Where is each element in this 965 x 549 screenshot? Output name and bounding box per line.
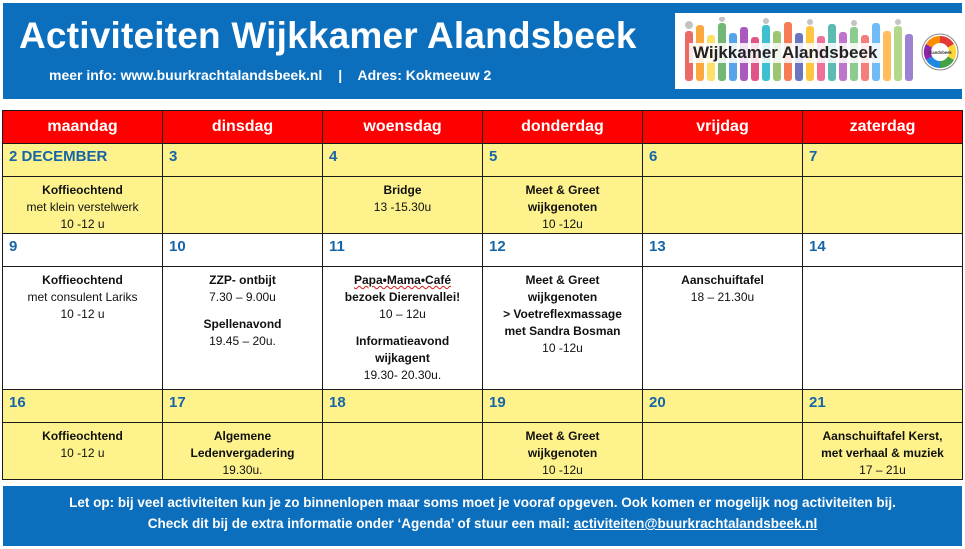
activity-cell bbox=[323, 177, 483, 234]
activity-cell bbox=[3, 177, 163, 234]
date-row bbox=[3, 234, 963, 267]
activity-cell bbox=[323, 267, 483, 390]
info-address: Adres: Kokmeeuw 2 bbox=[357, 67, 492, 83]
footer-line-2 bbox=[3, 513, 962, 534]
activity-cell bbox=[483, 423, 643, 480]
activity-cell bbox=[803, 423, 963, 480]
activity-time: 10 -12u bbox=[542, 217, 583, 231]
activity-title: Informatieavond bbox=[355, 334, 450, 348]
activity-cell bbox=[3, 267, 163, 390]
date-cell: 18 bbox=[323, 390, 483, 423]
footer-line-2-text: Check dit bij de extra informatie onder ‘Agenda’ of stuur een mail: bbox=[147, 516, 574, 531]
activity-row bbox=[3, 423, 963, 480]
activity-title: Meet & Greet bbox=[525, 429, 600, 443]
activity-cell-empty bbox=[803, 267, 963, 390]
activity-row bbox=[3, 177, 963, 234]
date-cell: 3 bbox=[163, 144, 323, 177]
activity-title: Papa•Mama•Café bbox=[353, 273, 452, 287]
alandsbeek-badge-icon bbox=[921, 33, 959, 71]
date-cell: 16 bbox=[3, 390, 163, 423]
activity-cell-empty bbox=[323, 423, 483, 480]
calendar-table bbox=[2, 110, 963, 480]
date-cell: 6 bbox=[643, 144, 803, 177]
activity-title: Meet & Greet bbox=[525, 273, 600, 287]
date-cell: 7 bbox=[803, 144, 963, 177]
date-cell: 5 bbox=[483, 144, 643, 177]
info-separator: | bbox=[338, 67, 343, 83]
activity-time: 10 -12u bbox=[542, 341, 583, 355]
activity-time: 17 – 21u bbox=[859, 463, 906, 477]
activity-row bbox=[3, 267, 963, 390]
page-title: Activiteiten Wijkkamer Alandsbeek bbox=[19, 15, 637, 56]
activity-title: Koffieochtend bbox=[42, 429, 123, 443]
activity-cell bbox=[163, 423, 323, 480]
day-header: dinsdag bbox=[163, 111, 323, 144]
activity-cell-empty bbox=[643, 423, 803, 480]
badge-text: Alandsbeek bbox=[928, 50, 952, 55]
activity-cell-empty bbox=[643, 177, 803, 234]
date-cell: 10 bbox=[163, 234, 323, 267]
date-cell: 14 bbox=[803, 234, 963, 267]
email-link[interactable]: activiteiten@buurkrachtalandsbeek.nl bbox=[573, 516, 818, 531]
activity-title: ZZP- ontbijt bbox=[209, 273, 276, 287]
date-cell: 19 bbox=[483, 390, 643, 423]
activity-detail: wijkagent bbox=[375, 351, 430, 365]
date-cell: 9 bbox=[3, 234, 163, 267]
day-header-row bbox=[3, 111, 963, 144]
logo-text: Wijkkamer Alandsbeek bbox=[689, 43, 881, 63]
activity-title: Meet & Greet bbox=[525, 183, 600, 197]
date-row bbox=[3, 390, 963, 423]
footer-line-1: Let op: bij veel activiteiten kun je zo binnenlopen maar soms moet je vooraf opgeven. Ook komen er mogelijk nog activiteiten bij. bbox=[69, 495, 896, 510]
date-cell: 2 DECEMBER bbox=[3, 144, 163, 177]
activity-time: 19.45 – 20u. bbox=[209, 334, 276, 348]
activity-cell-empty bbox=[163, 177, 323, 234]
activity-detail: wijkgenoten bbox=[527, 446, 598, 460]
day-header: vrijdag bbox=[643, 111, 803, 144]
activity-detail: met consulent Lariks bbox=[27, 290, 138, 304]
date-cell: 4 bbox=[323, 144, 483, 177]
activity-detail: met verhaal & muziek bbox=[821, 446, 944, 460]
activity-time: 13 -15.30u bbox=[373, 200, 432, 214]
date-cell: 13 bbox=[643, 234, 803, 267]
day-header: maandag bbox=[3, 111, 163, 144]
date-cell: 17 bbox=[163, 390, 323, 423]
date-cell: 12 bbox=[483, 234, 643, 267]
activity-title: Aanschuiftafel bbox=[681, 273, 764, 287]
day-header: zaterdag bbox=[803, 111, 963, 144]
activity-title: Spellenavond bbox=[203, 317, 282, 331]
activity-detail: met klein verstelwerk bbox=[26, 200, 139, 214]
activity-title: Koffieochtend bbox=[42, 273, 123, 287]
info-website: meer info: www.buurkrachtalandsbeek.nl bbox=[49, 67, 323, 83]
footer-notice bbox=[3, 486, 962, 546]
activity-time: 10 -12 u bbox=[60, 217, 105, 231]
activity-title: > Voetreflexmassage bbox=[503, 307, 622, 321]
activity-title: Bridge bbox=[383, 183, 422, 197]
date-cell: 21 bbox=[803, 390, 963, 423]
activity-time: 19.30u. bbox=[222, 463, 263, 477]
activity-cell bbox=[3, 423, 163, 480]
activity-time: 19.30- 20.30u. bbox=[363, 368, 442, 382]
activity-cell bbox=[163, 267, 323, 390]
header-info bbox=[49, 67, 503, 83]
activity-cell bbox=[483, 177, 643, 234]
day-header: donderdag bbox=[483, 111, 643, 144]
activity-time: 18 – 21.30u bbox=[690, 290, 755, 304]
activity-time: 10 – 12u bbox=[379, 307, 426, 321]
activity-cell-empty bbox=[803, 177, 963, 234]
activity-detail: bezoek Dierenvallei! bbox=[344, 290, 461, 304]
activity-cell bbox=[643, 267, 803, 390]
activity-time: 7.30 – 9.00u bbox=[209, 290, 276, 304]
activity-time: 10 -12 u bbox=[60, 307, 105, 321]
date-row bbox=[3, 144, 963, 177]
header-banner bbox=[3, 3, 962, 99]
activity-cell bbox=[483, 267, 643, 390]
date-cell: 20 bbox=[643, 390, 803, 423]
activity-title: Aanschuiftafel Kerst, bbox=[822, 429, 943, 443]
activity-detail: wijkgenoten bbox=[527, 290, 598, 304]
day-header: woensdag bbox=[323, 111, 483, 144]
activity-detail: met Sandra Bosman bbox=[504, 324, 621, 338]
date-cell: 11 bbox=[323, 234, 483, 267]
activity-time: 10 -12 u bbox=[60, 446, 105, 460]
wijkkamer-logo bbox=[675, 13, 963, 89]
activity-detail: Ledenvergadering bbox=[190, 446, 295, 460]
activity-detail: wijkgenoten bbox=[527, 200, 598, 214]
activity-title: Algemene bbox=[213, 429, 272, 443]
activity-title: Koffieochtend bbox=[42, 183, 123, 197]
activity-time: 10 -12u bbox=[542, 463, 583, 477]
